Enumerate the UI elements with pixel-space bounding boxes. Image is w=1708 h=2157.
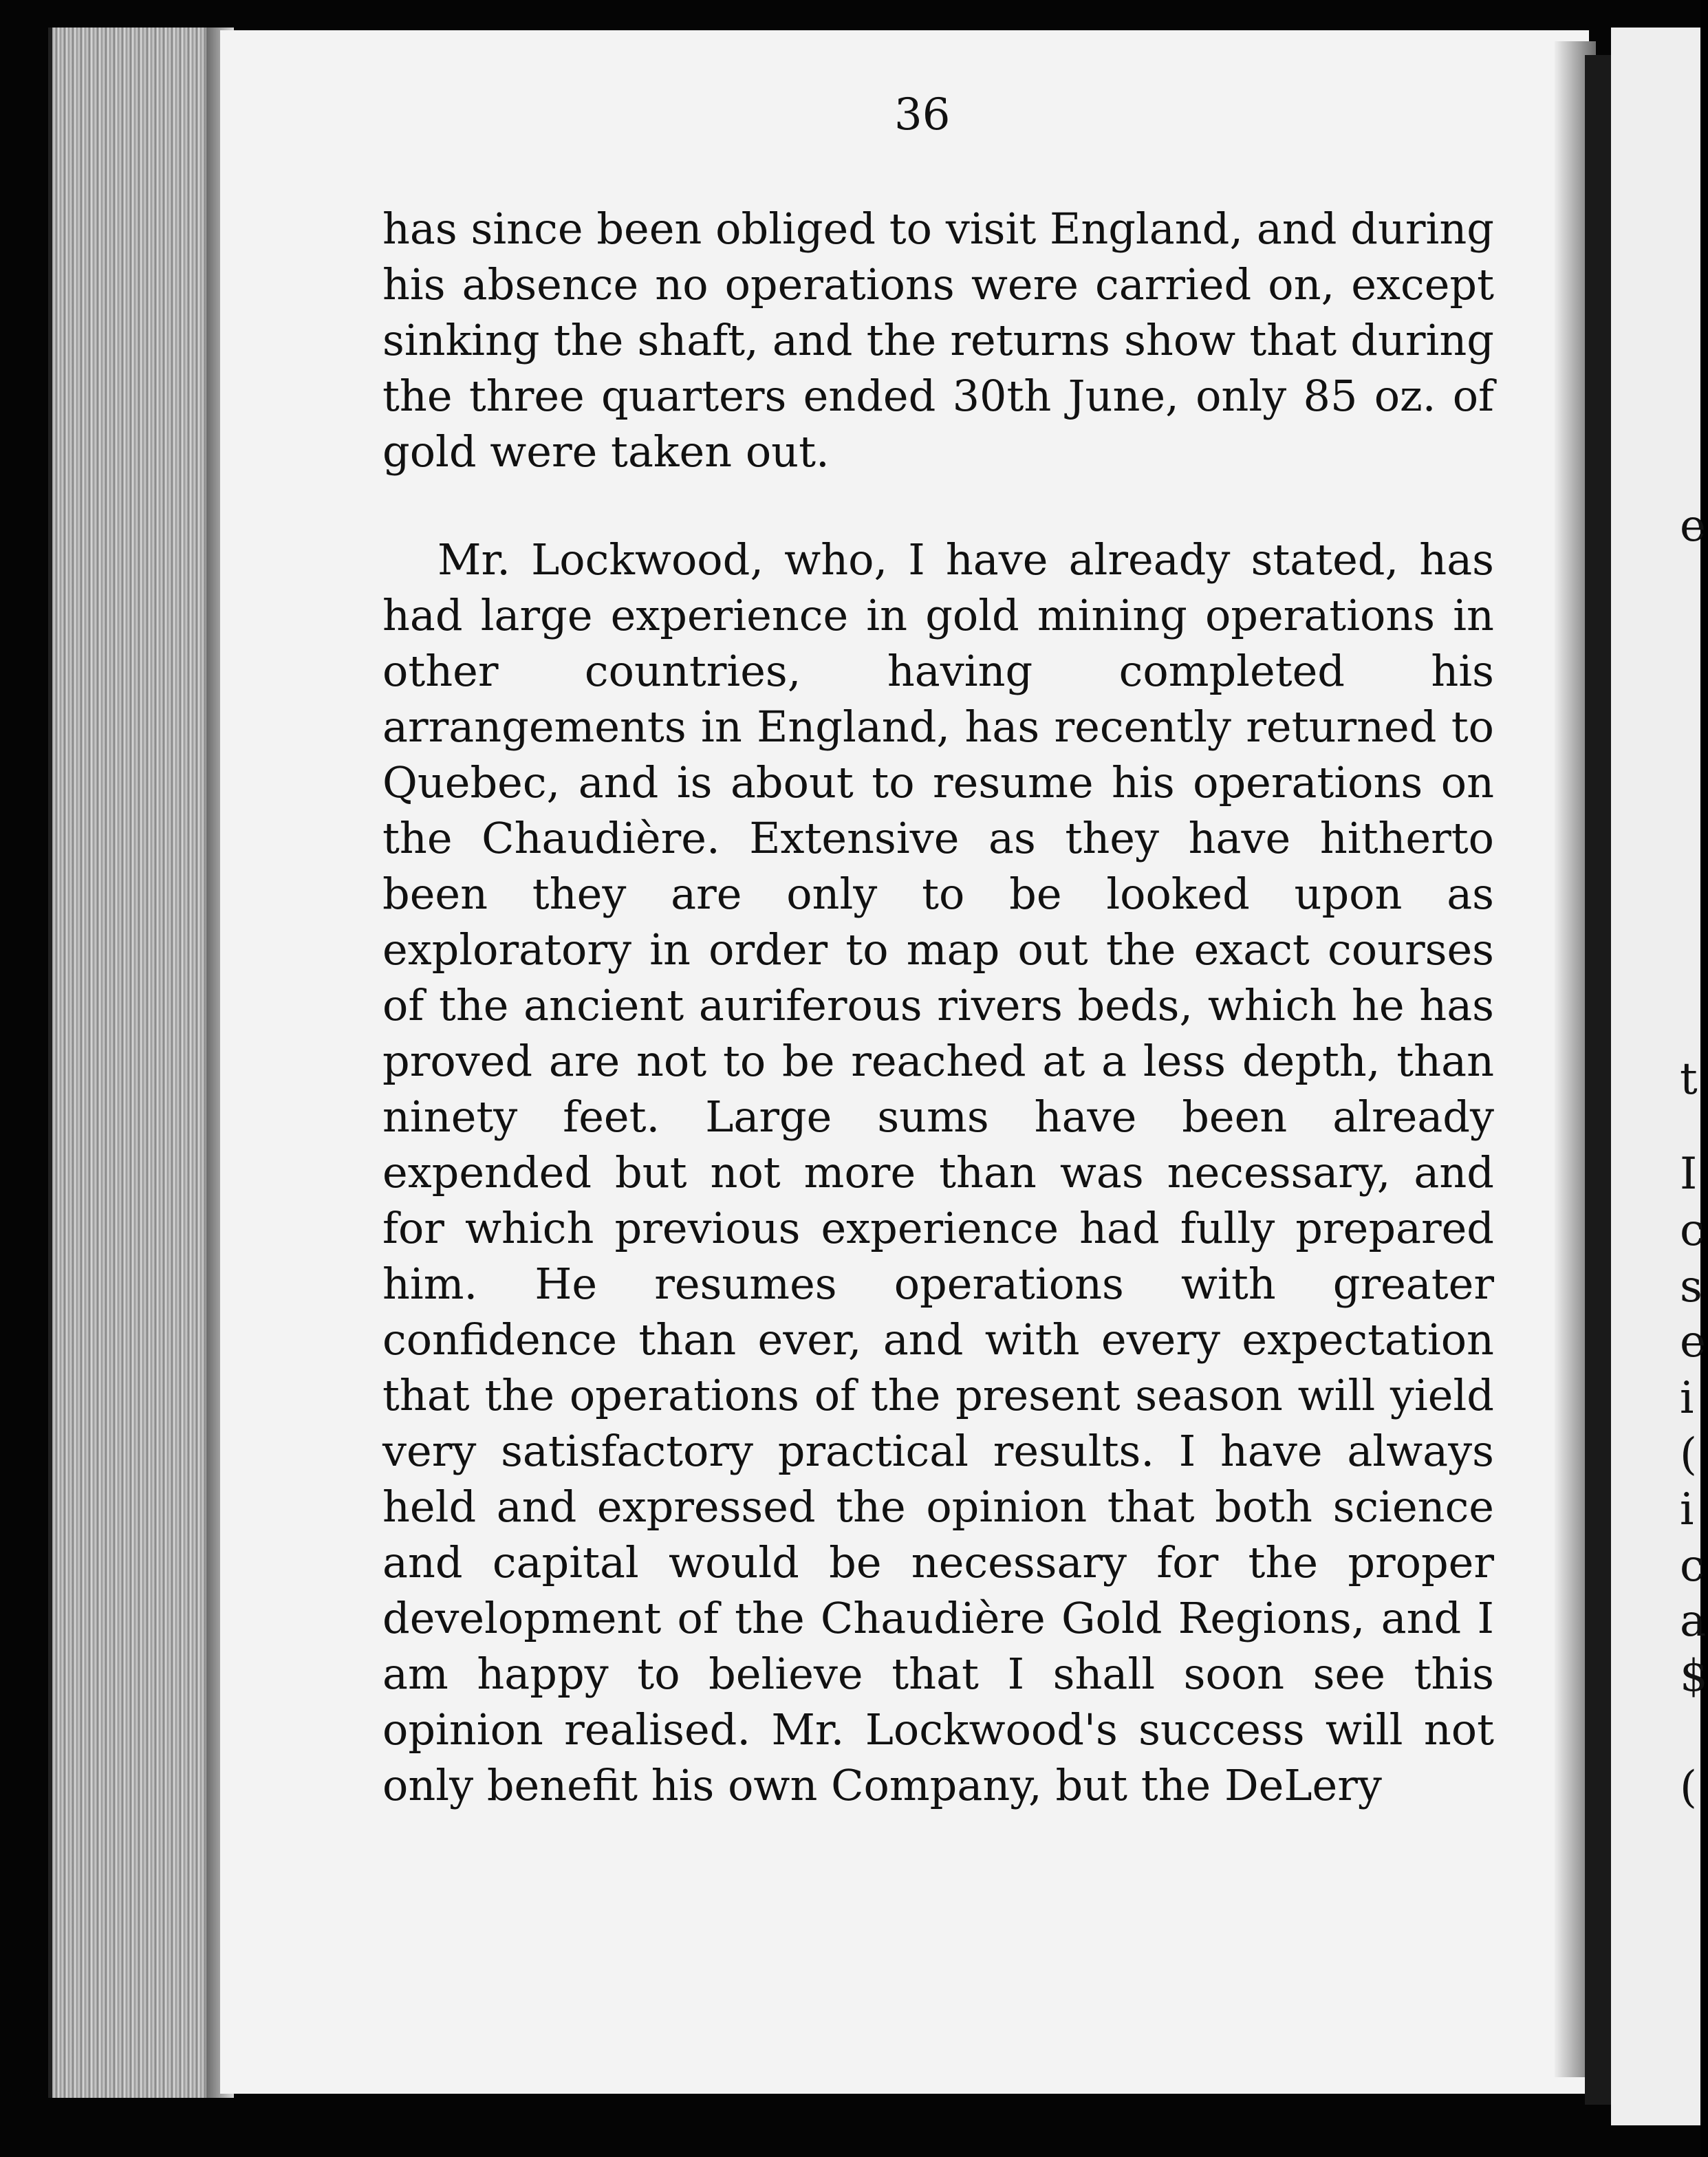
- book-gutter: [1585, 55, 1611, 2105]
- facing-page-fragment: (: [1680, 1762, 1697, 1813]
- facing-page-fragment: c: [1680, 1205, 1705, 1256]
- facing-page-fragment: i: [1680, 1373, 1694, 1424]
- facing-page-fragment: I: [1680, 1149, 1698, 1200]
- paragraph-spacer: [382, 479, 1494, 532]
- facing-page-fragment: c: [1680, 1541, 1705, 1592]
- page-number: 36: [894, 89, 951, 140]
- facing-page-fragment: e: [1680, 501, 1706, 552]
- facing-page-fragment: s: [1680, 1261, 1702, 1312]
- paragraph-lockwood: Mr. Lockwood, who, I have already stated, has had large experience in gold mining operations in other countries, having completed his arrangements in England, has recently returned to Quebec, and is about to resume his operations on the Chaudière. Extensive as they have hitherto been they are only to be looked upon as exploratory in order to map out the exact courses of the ancient auriferous rivers beds, which he has proved are not to be reached at a less depth, than ninety feet. Large sums have been already expended but not more than was necessary, and for which previous experience had fully prepared him. He resumes operations with greater confidence than ever, and with every expectation that the operations of the present season will yield very satisfactory practical results. I have always held and expressed the opinion that both science and capital would be necessary for the proper development of the Chaudière Gold Regions, and I am happy to believe that I shall soon see this opinion realised. Mr. Lockwood's success will not only benefit his own Company, but the DeLery: [382, 534, 1494, 1810]
- page-body-text: [382, 201, 1494, 1813]
- facing-page-fragment: $: [1680, 1651, 1708, 1702]
- book-page-stack: [48, 28, 231, 2098]
- paragraph-continuation: has since been obliged to visit England, and during his absence no operations were carried on, except sinking the shaft, and the returns show that during the three quarters ended 30th June, only 85 oz. of gold were taken out.: [382, 204, 1494, 477]
- facing-page-fragment: a: [1680, 1596, 1707, 1647]
- facing-page-fragment: (: [1680, 1429, 1697, 1480]
- facing-page-fragment: e: [1680, 1316, 1706, 1367]
- facing-page-fragment: t: [1680, 1054, 1698, 1105]
- facing-page-fragment: i: [1680, 1484, 1694, 1535]
